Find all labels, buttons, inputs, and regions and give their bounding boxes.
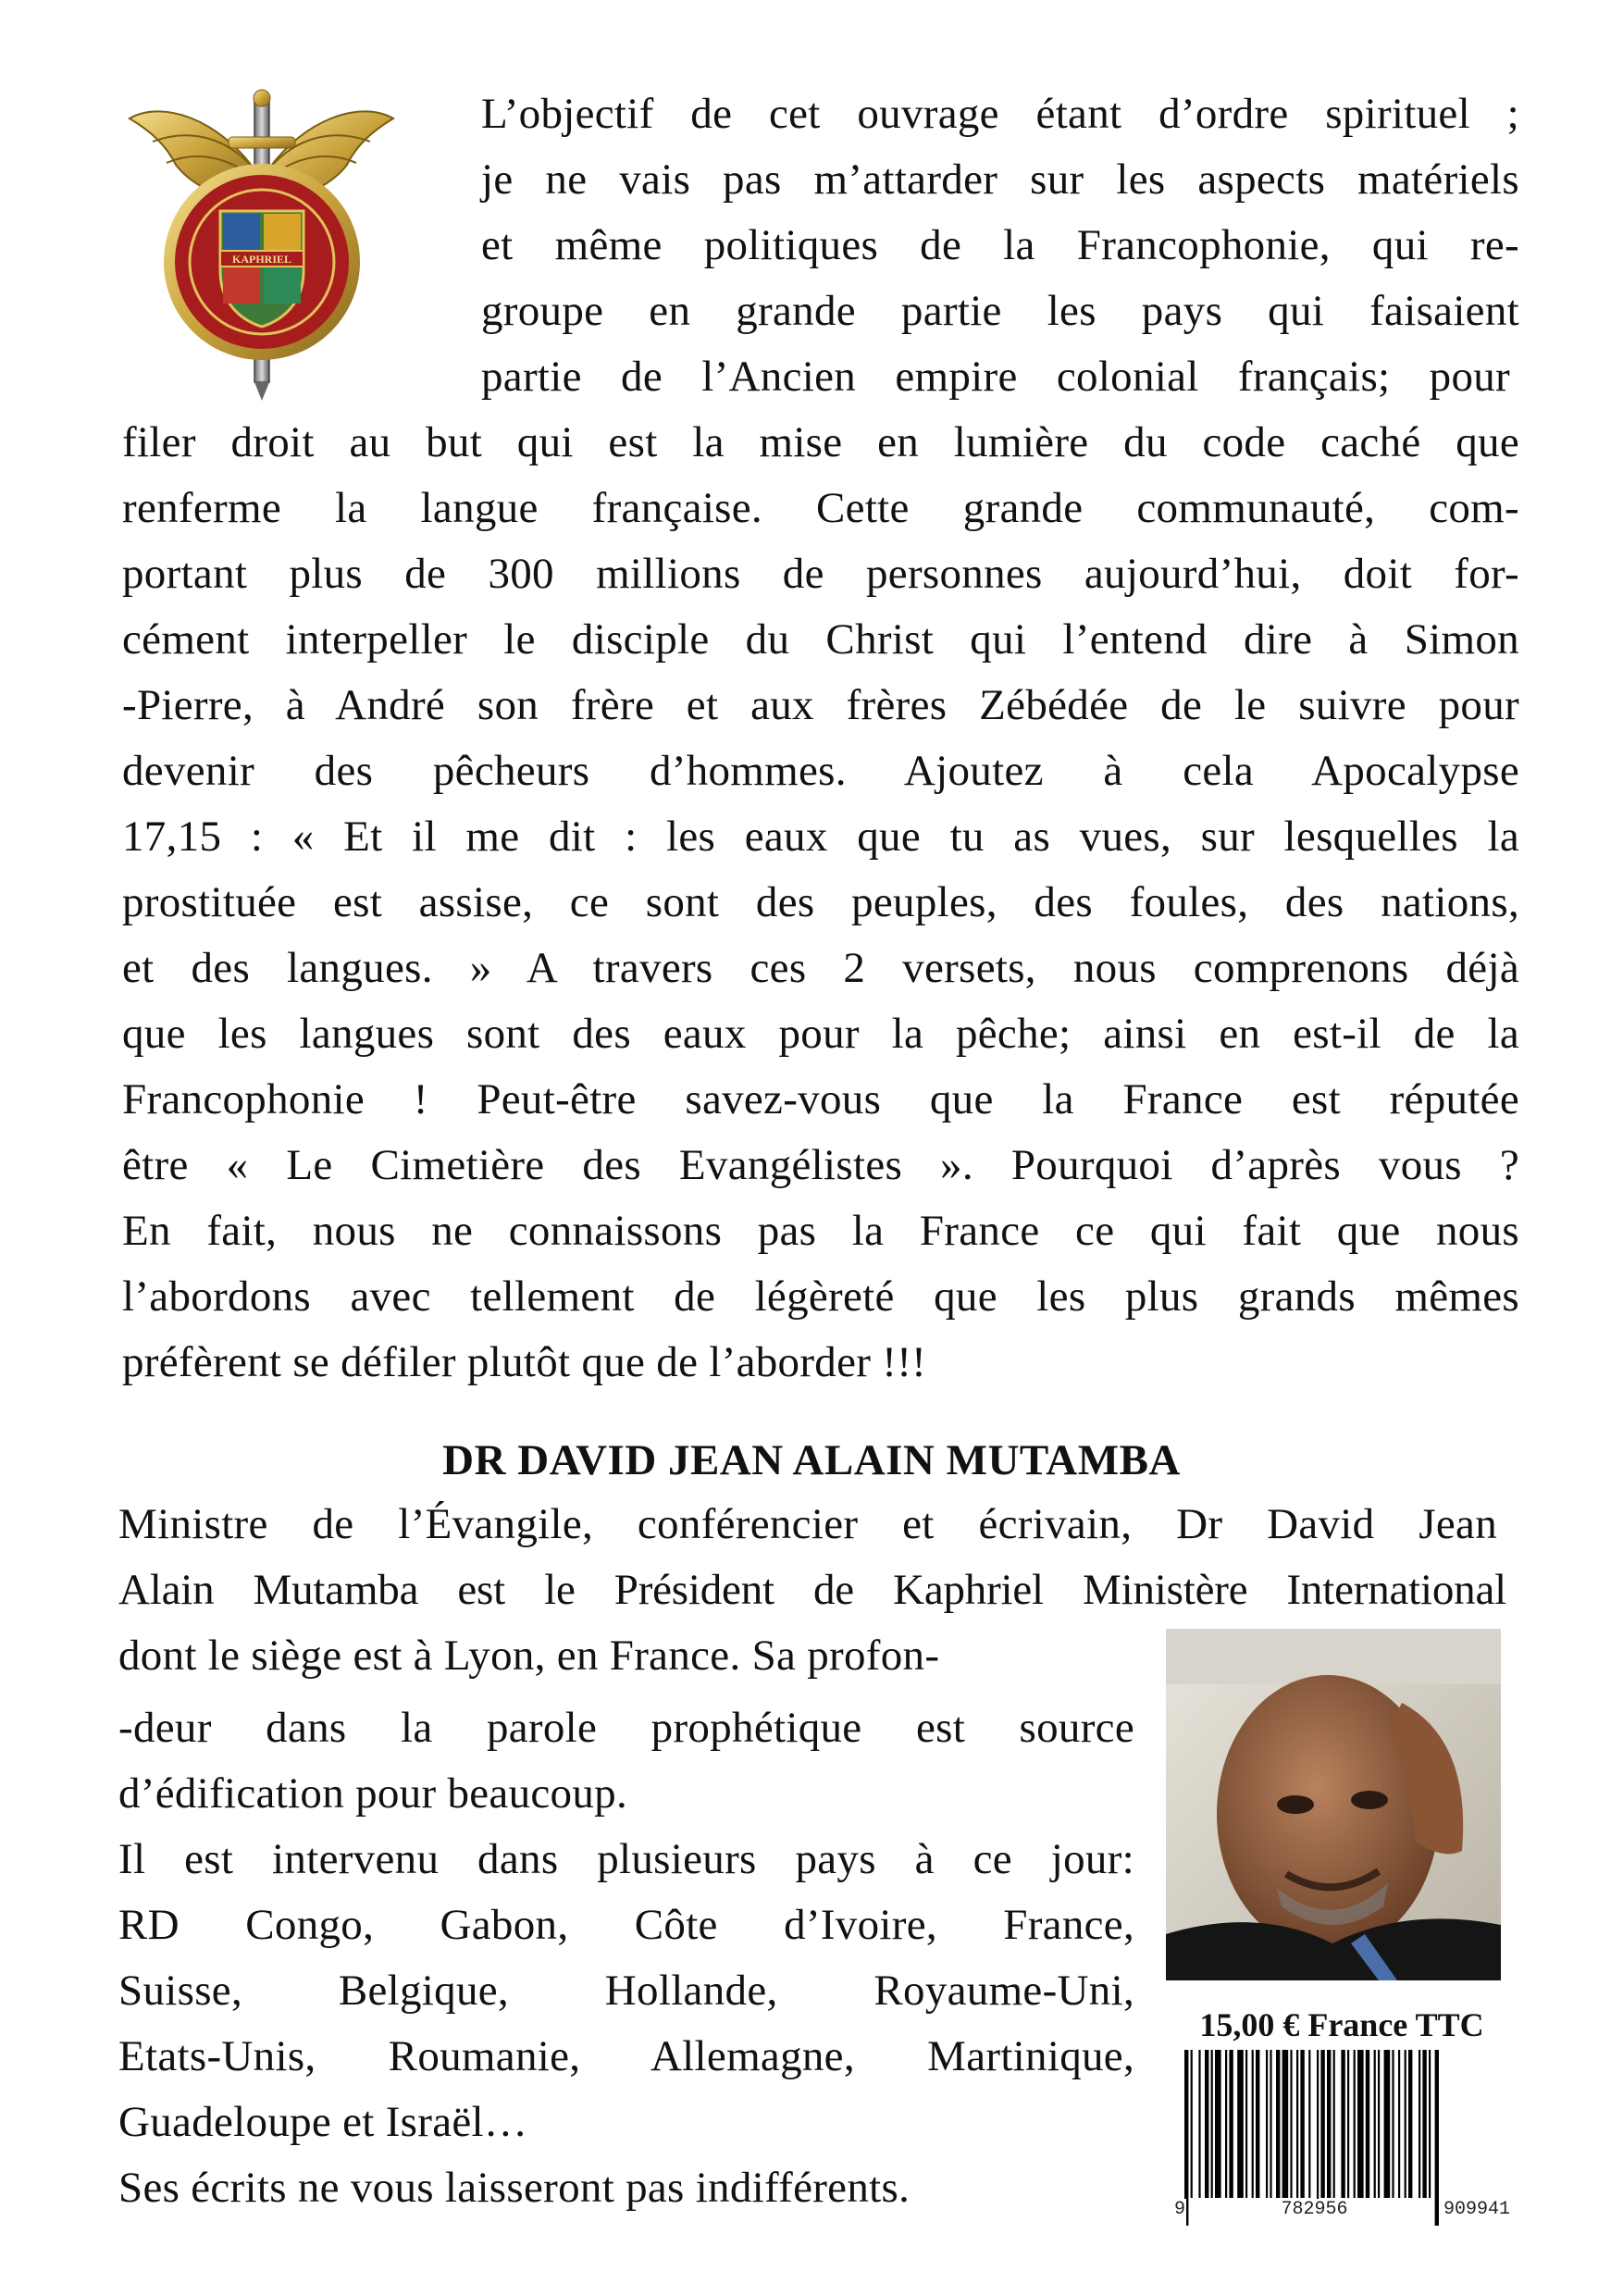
intro-line: 17,15 : « Et il me dit : les eaux que tu as vues, sur lesquelles la (122, 813, 1519, 861)
intro-line: prostituée est assise, ce sont des peuples, des foules, des nations, (122, 878, 1519, 926)
intro-line: être « Le Cimetière des Evangélistes ». Pourquoi d’après vous ? (122, 1141, 1519, 1189)
intro-line: En fait, nous ne connaissons pas la France ce qui fait que nous (122, 1207, 1519, 1255)
barcode-bar (1422, 2050, 1426, 2198)
barcode-bar (1408, 2050, 1412, 2198)
barcode-bar (1333, 2050, 1335, 2198)
barcode-bar (1245, 2050, 1247, 2198)
barcode-bar (1341, 2050, 1344, 2198)
intro-line: renferme la langue française. Cette grande communauté, com- (122, 484, 1519, 532)
intro-line: portant plus de 300 millions de personnes aujourd’hui, doit for- (122, 550, 1519, 598)
barcode-bar (1225, 2050, 1227, 2198)
intro-line: préfèrent se défiler plutôt que de l’aborder !!! (122, 1338, 927, 1386)
barcode-bar (1205, 2050, 1208, 2198)
barcode-bar (1215, 2050, 1221, 2198)
barcode-bar (1252, 2050, 1254, 2198)
isbn-digit-group: 909941 (1443, 2199, 1511, 2227)
kaphriel-emblem-logo (125, 81, 398, 401)
bio-line: Etats-Unis, Roumanie, Allemagne, Martinique, (118, 2032, 1134, 2080)
bio-line: d’édification pour beaucoup. (118, 1769, 628, 1818)
intro-line: que les langues sont des eaux pour la pêche; ainsi en est-il de la (122, 1010, 1519, 1058)
barcode-bar (1354, 2050, 1356, 2198)
bio-line: Alain Mutamba est le Président de Kaphriel Ministère International (118, 1566, 1506, 1614)
intro-line: -Pierre, à André son frère et aux frères Zébédée de le suivre pour (122, 681, 1519, 729)
barcode-bar (1347, 2050, 1349, 2198)
barcode-bar (1290, 2050, 1292, 2198)
intro-line: partie de l’Ancien empire colonial français; pour (481, 353, 1510, 401)
barcode-bar (1282, 2050, 1289, 2198)
intro-line: filer droit au but qui est la mise en lumière du code caché que (122, 418, 1519, 466)
barcode-bar (1191, 2050, 1193, 2198)
barcode-bar (1384, 2050, 1391, 2198)
barcode-bar (1419, 2050, 1420, 2198)
bio-line: Guadeloupe et Israël… (118, 2098, 528, 2146)
barcode-bar (1429, 2050, 1431, 2198)
barcode-bar (1276, 2050, 1280, 2198)
isbn-digit-group: 782956 (1280, 2199, 1348, 2227)
author-heading: DR DAVID JEAN ALAIN MUTAMBA (442, 1436, 1181, 1484)
emblem-label: KAPHRIEL (231, 253, 292, 266)
intro-line: et des langues. » A travers ces 2 versets, nous comprenons déjà (122, 944, 1519, 992)
barcode-bar (1392, 2050, 1394, 2198)
barcode-bar (1229, 2050, 1233, 2198)
intro-line: cément interpeller le disciple du Christ qui l’entend dire à Simon (122, 615, 1519, 664)
intro-line: Francophonie ! Peut-être savez-vous que la France est réputée (122, 1075, 1519, 1123)
isbn-digit-group: 9 (1173, 2199, 1186, 2227)
barcode-bar (1198, 2050, 1200, 2198)
barcode-bar (1320, 2050, 1324, 2198)
barcode-bar (1357, 2050, 1364, 2198)
barcode-bar (1405, 2050, 1406, 2198)
bio-line: Il est intervenu dans plusieurs pays à ce jour: (118, 1835, 1134, 1883)
bio-line: RD Congo, Gabon, Côte d’Ivoire, France, (118, 1901, 1134, 1949)
barcode-bar (1327, 2050, 1331, 2198)
intro-line: L’objectif de cet ouvrage étant d’ordre spirituel ; (481, 90, 1519, 138)
barcode-bar (1237, 2050, 1244, 2198)
intro-line: je ne vais pas m’attarder sur les aspects matériels (481, 155, 1519, 204)
bio-line: -deur dans la parole prophétique est source (118, 1704, 1134, 1752)
bio-line: Suisse, Belgique, Hollande, Royaume-Uni, (118, 1967, 1134, 2015)
barcode-bar (1378, 2050, 1380, 2198)
intro-line: devenir des pêcheurs d’hommes. Ajoutez à cela Apocalypse (122, 747, 1519, 795)
barcode-bar (1308, 2050, 1310, 2198)
bio-line: Ses écrits ne vous laisseront pas indifférents. (118, 2164, 911, 2212)
author-photo (1166, 1629, 1501, 1980)
intro-line: groupe en grande partie les pays qui faisaient (481, 287, 1519, 335)
intro-line: l’abordons avec tellement de légèreté que les plus grands mêmes (122, 1272, 1519, 1321)
barcode-bar (1256, 2050, 1259, 2198)
bio-line: Ministre de l’Évangile, conférencier et écrivain, Dr David Jean (118, 1500, 1497, 1548)
barcode-bar (1211, 2050, 1213, 2198)
price-label: 15,00 € France TTC (1199, 2006, 1484, 2043)
isbn-digits (1173, 2199, 1511, 2227)
barcode-bar (1266, 2050, 1268, 2198)
intro-line: et même politiques de la Francophonie, qui re- (481, 221, 1519, 269)
barcode-bar (1300, 2050, 1304, 2198)
barcode-bar (1296, 2050, 1298, 2198)
barcode-bar (1398, 2050, 1400, 2198)
bio-line: dont le siège est à Lyon, en France. Sa profon- (118, 1632, 940, 1680)
barcode-bar (1374, 2050, 1376, 2198)
barcode-bar (1366, 2050, 1369, 2198)
barcode-bar (1270, 2050, 1271, 2198)
